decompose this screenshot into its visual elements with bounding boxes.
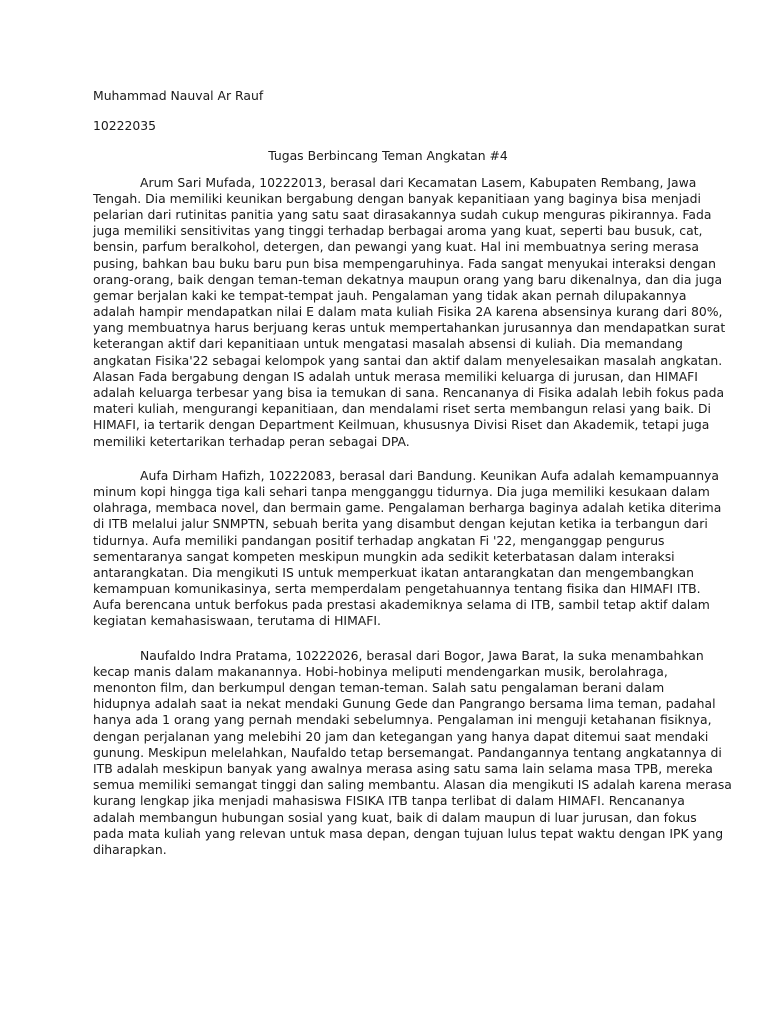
paragraph-aufa bbox=[93, 467, 722, 630]
paragraph-line: HIMAFI, ia tertarik dengan Department Keilmuan, khususnya Divisi Riset dan Akademik, tetapi juga bbox=[93, 417, 710, 433]
paragraph-naufaldo bbox=[93, 647, 732, 858]
paragraph-line: semua memiliki semangat tinggi dan saling membantu. Alasan dia mengikuti IS adalah karena merasa bbox=[93, 777, 732, 793]
paragraph-line: di ITB melalui jalur SNMPTN, sebuah berita yang disambut dengan kejutan ketika ia terbangun dari bbox=[93, 516, 708, 532]
paragraph-line: Aufa Dirham Hafizh, 10222083, berasal dari Bandung. Keunikan Aufa adalah kemampuannya bbox=[140, 467, 719, 483]
paragraph-line: sementaranya sangat kompeten meskipun mungkin ada sedikit keterbatasan dalam interaksi bbox=[93, 548, 675, 564]
paragraph-line: dengan perjalanan yang melebihi 20 jam dan ketegangan yang hanya dapat ditemui saat mendaki bbox=[93, 728, 709, 744]
paragraph-line: olahraga, membaca novel, dan bermain game. Pengalaman berharga baginya adalah ketika diterima bbox=[93, 500, 722, 516]
document-content bbox=[93, 88, 732, 876]
paragraph-line: pelarian dari rutinitas panitia yang satu saat dirasakannya sudah cukup menguras pikirannya. Fada bbox=[93, 206, 712, 222]
paragraph-line: adalah keluarga terbesar yang bisa ia temukan di sana. Rencananya di Fisika adalah lebih fokus pada bbox=[93, 385, 725, 400]
student-id: 10222035 bbox=[93, 118, 157, 134]
paragraph-line: hidupnya adalah saat ia nekat mendaki Gunung Gede dan Pangrango bersama lima teman, padahal bbox=[93, 696, 716, 712]
paragraph-line: minum kopi hingga tiga kali sehari tanpa mengganggu tidurnya. Dia juga memiliki kesukaan dalam bbox=[93, 483, 710, 499]
paragraph-line: angkatan Fisika'22 sebagai kelompok yang santai dan aktif dalam menyelesaikan masalah angkatan. bbox=[93, 352, 723, 368]
paragraph-line: keterangan aktif dari kepanitiaan untuk mengatasi masalah absensi di kuliah. Dia memandang bbox=[93, 336, 683, 352]
paragraph-line: tidurnya. Aufa memiliki pandangan positif terhadap angkatan Fi '22, menganggap pengurus bbox=[93, 532, 665, 548]
paragraph-line: Naufaldo Indra Pratama, 10222026, berasal dari Bogor, Jawa Barat, Ia suka menambahkan bbox=[140, 647, 704, 663]
paragraph-line: Aufa berencana untuk berfokus pada prestasi akademiknya selama di ITB, sambil tetap aktif dalam bbox=[93, 597, 710, 613]
paragraph-line: diharapkan. bbox=[93, 841, 167, 857]
paragraph-arum bbox=[93, 174, 726, 450]
paragraph-line: antarangkatan. Dia mengikuti IS untuk memperkuat ikatan antarangkatan dan mengembangkan bbox=[93, 564, 694, 580]
paragraph-line: kurang lengkap jika menjadi mahasiswa FISIKA ITB tanpa terlibat di dalam HIMAFI. Rencananya bbox=[93, 793, 685, 809]
paragraph-line: kecap manis dalam makanannya. Hobi-hobinya meliputi mendengarkan musik, berolahraga, bbox=[93, 663, 668, 679]
paragraph-line: menonton film, dan berkumpul dengan teman-teman. Salah satu pengalaman berani dalam bbox=[93, 680, 665, 695]
paragraph-line: Arum Sari Mufada, 10222013, berasal dari Kecamatan Lasem, Kabupaten Rembang, Jawa bbox=[140, 174, 697, 190]
document-title: Tugas Berbincang Teman Angkatan #4 bbox=[268, 148, 508, 164]
paragraph-line: yang membuatnya harus berjuang keras untuk mempertahankan jurusannya dan mendapatkan surat bbox=[93, 320, 726, 336]
paragraph-line: Tengah. Dia memiliki keunikan bergabung dengan banyak kepanitiaan yang baginya bisa menjadi bbox=[93, 190, 701, 206]
paragraph-line: orang-orang, baik dengan teman-teman dekatnya maupun orang yang baru dikenalnya, dan dia juga bbox=[93, 271, 723, 287]
paragraph-line: kemampuan komunikasinya, serta memperdalam pengetahuannya tentang fisika dan HIMAFI ITB. bbox=[93, 581, 701, 597]
author-name: Muhammad Nauval Ar Rauf bbox=[93, 88, 264, 103]
paragraph-line: Alasan Fada bergabung dengan IS adalah untuk merasa memiliki keluarga di jurusan, dan HIMAFI bbox=[93, 368, 698, 384]
paragraph-line: memiliki ketertarikan terhadap peran sebagai DPA. bbox=[93, 433, 410, 449]
paragraph-line: gemar berjalan kaki ke tempat-tempat jauh. Pengalaman yang tidak akan pernah dilupakannya bbox=[93, 287, 687, 303]
paragraph-line: materi kuliah, mengurangi kepanitiaan, dan mendalami riset serta membangun relasi yang baik. Di bbox=[93, 401, 711, 417]
paragraph-line: adalah membangun hubungan sosial yang kuat, baik di dalam maupun di luar jurusan, dan fokus bbox=[93, 809, 697, 825]
paragraph-line: kegiatan kemahasiswaan, terutama di HIMAFI. bbox=[93, 613, 381, 629]
paragraph-line: juga memiliki sensitivitas yang tinggi terhadap berbagai aroma yang kuat, seperti bau busuk, cat, bbox=[93, 223, 703, 239]
paragraph-line: pada mata kuliah yang relevan untuk masa depan, dengan tujuan lulus tepat waktu dengan IPK yang bbox=[93, 825, 724, 841]
paragraph-line: pusing, bahkan bau buku baru pun bisa mempengaruhinya. Fada sangat menyukai interaksi dengan bbox=[93, 255, 716, 271]
paragraph-line: ITB adalah meskipun banyak yang awalnya merasa asing satu sama lain selama masa TPB, mereka bbox=[93, 760, 713, 776]
paragraph-line: gunung. Meskipun melelahkan, Naufaldo tetap bersemangat. Pandangannya tentang angkatannya di bbox=[93, 744, 722, 760]
paragraph-line: bensin, parfum beralkohol, detergen, dan pewangi yang kuat. Hal ini membuatnya sering merasa bbox=[93, 239, 699, 255]
paragraph-line: adalah hampir mendapatkan nilai E dalam mata kuliah Fisika 2A karena absensinya kurang dari 80%, bbox=[93, 304, 723, 320]
paragraph-line: hanya ada 1 orang yang pernah mendaki sebelumnya. Pengalaman ini menguji ketahanan fisiknya, bbox=[93, 712, 712, 728]
